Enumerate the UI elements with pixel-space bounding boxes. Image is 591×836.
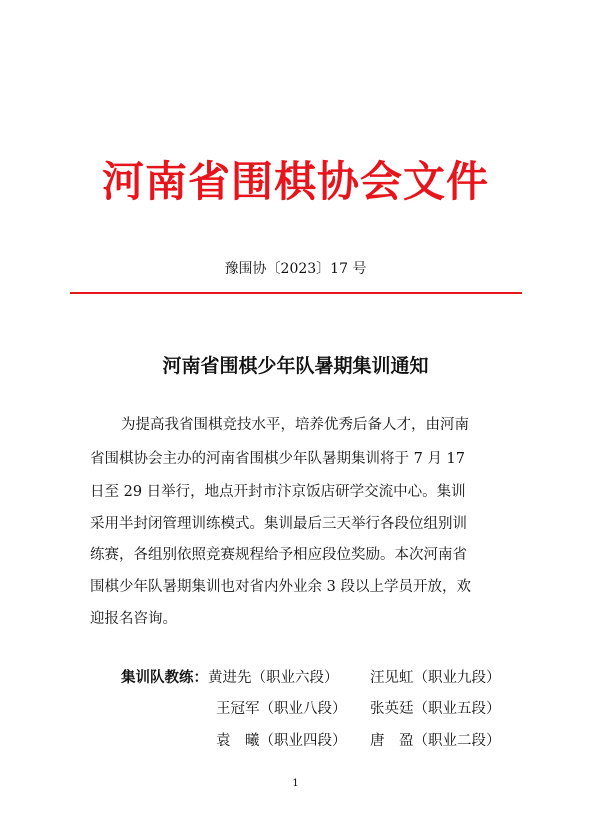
paragraph-line: 采用半封闭管理训练模式。集训最后三天举行各段位组别训	[90, 516, 467, 532]
coach-name: 袁 曦（职业四段）	[216, 733, 347, 749]
coach-name: 唐 盈（职业二段）	[370, 733, 501, 749]
coach-name: 王冠军（职业八段）	[216, 701, 347, 717]
coach-name: 黄进先（职业六段）	[208, 670, 339, 686]
paragraph-line: 日至 29 日举行，地点开封市汴京饭店研学交流中心。集训	[90, 484, 466, 500]
document-header-title: 河南省围棋协会文件	[101, 157, 489, 206]
coach-name: 张英廷（职业五段）	[370, 701, 501, 717]
coach-list-label: 集训队教练：	[121, 669, 208, 686]
paragraph-line: 迎报名咨询。	[90, 611, 177, 627]
paragraph-line: 围棋少年队暑期集训也对省内外业余 3 段以上学员开放，欢	[90, 579, 471, 595]
document-number: 豫围协〔2023〕17 号	[224, 261, 367, 277]
coach-name: 汪见虹（职业九段）	[370, 670, 501, 686]
red-divider-line	[70, 292, 522, 294]
coach-row	[121, 668, 339, 688]
notice-title: 河南省围棋少年队暑期集训通知	[162, 355, 429, 377]
paragraph-line: 为提高我省围棋竞技水平，培养优秀后备人才，由河南	[121, 417, 469, 433]
page-number: 1	[292, 778, 299, 789]
paragraph-line: 省围棋协会主办的河南省围棋少年队暑期集训将于 7 月 17	[90, 451, 466, 467]
paragraph-line: 练赛，各组别依照竞赛规程给予相应段位奖励。本次河南省	[90, 547, 467, 563]
